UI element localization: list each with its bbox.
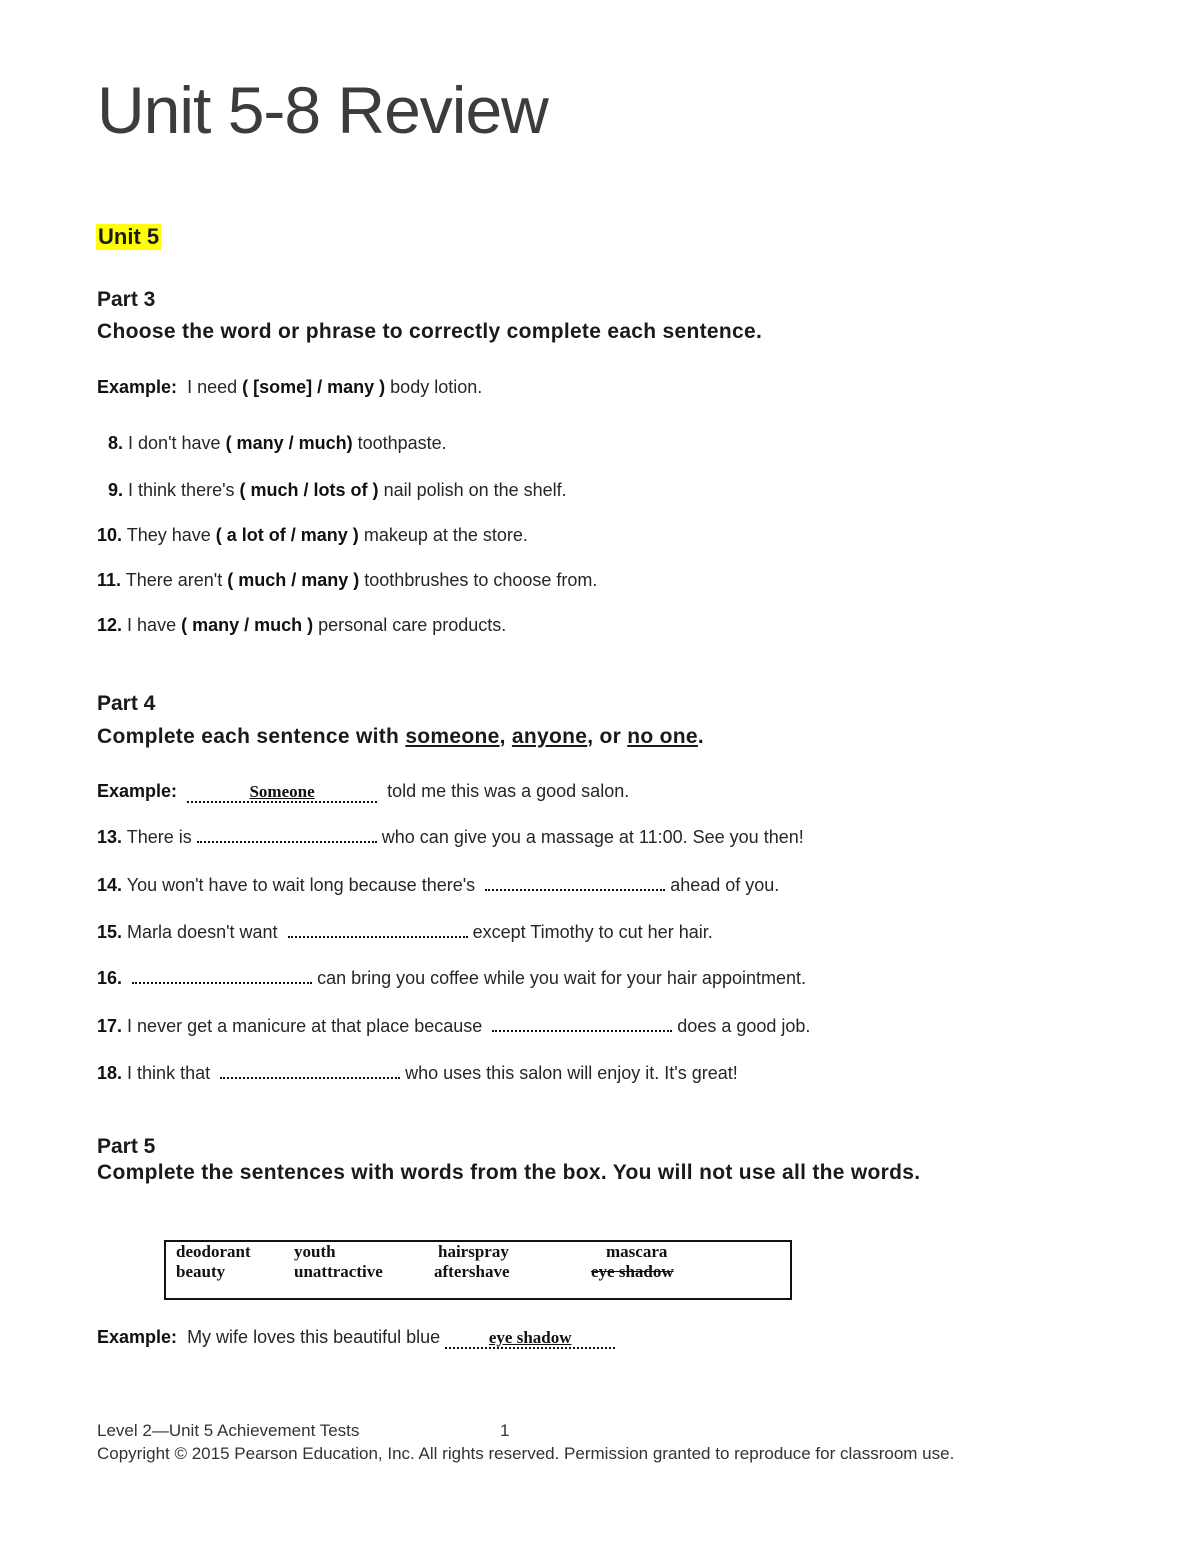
example-label: Example:	[97, 377, 178, 397]
question-12: 12. I have ( many / much ) personal care products.	[97, 615, 507, 635]
example-label: Example:	[97, 1327, 178, 1347]
choice: ( much / lots of )	[239, 480, 379, 500]
answer-blank[interactable]	[220, 1063, 400, 1079]
word-box	[164, 1240, 792, 1300]
question-17: 17. I never get a manicure at that place because does a good job.	[97, 1016, 811, 1036]
word-aftershave: aftershave	[434, 1262, 510, 1281]
answer-blank[interactable]	[132, 968, 312, 984]
part5-heading: Part 5	[97, 1135, 156, 1158]
word-beauty: beauty	[176, 1262, 226, 1281]
part5-example: Example: My wife loves this beautiful blue eye shadow	[97, 1327, 615, 1349]
answer-blank[interactable]	[197, 827, 377, 843]
answer-blank[interactable]	[492, 1016, 672, 1032]
option-someone: someone	[405, 725, 500, 748]
choice: ( many / much)	[225, 433, 353, 453]
question-18: 18. I think that who uses this salon will enjoy it. It's great!	[97, 1063, 738, 1083]
part4-example: Example: Someone told me this was a good salon.	[97, 781, 630, 801]
question-9: 9. I think there's ( much / lots of ) nail polish on the shelf.	[108, 480, 567, 500]
answer-blank[interactable]	[485, 875, 665, 891]
word-deodorant: deodorant	[176, 1242, 251, 1261]
page-number: 1	[500, 1421, 510, 1440]
question-13: 13. There is who can give you a massage at 11:00. See you then!	[97, 827, 804, 847]
part4-instruction: Complete each sentence with someone, anyone, or no one.	[97, 725, 705, 748]
question-16: 16. can bring you coffee while you wait for your hair appointment.	[97, 968, 807, 988]
part5-instruction: Complete the sentences with words from the box. You will not use all the words.	[97, 1161, 921, 1184]
example-pre: I need	[187, 377, 238, 397]
question-15: 15. Marla doesn't want except Timothy to cut her hair.	[97, 922, 713, 942]
page-title: Unit 5-8 Review	[97, 73, 548, 147]
word-mascara: mascara	[606, 1242, 668, 1261]
answer-blank: Someone	[187, 783, 377, 803]
choice: ( many / much )	[181, 615, 314, 635]
footer-copyright: Copyright © 2015 Pearson Education, Inc. All rights reserved. Permission granted to reproduce for classroom use.	[97, 1444, 955, 1463]
choice: ( a lot of / many )	[215, 525, 359, 545]
question-8: 8. I don't have ( many / much) toothpaste.	[108, 433, 447, 453]
example-label: Example:	[97, 781, 178, 801]
unit-label: Unit 5	[98, 224, 160, 249]
option-no-one: no one	[627, 725, 698, 748]
question-11: 11. There aren't ( much / many ) toothbrushes to choose from.	[97, 570, 598, 590]
part3-instruction: Choose the word or phrase to correctly complete each sentence.	[97, 320, 763, 343]
example-post: body lotion.	[390, 377, 483, 397]
word-eye-shadow: eye shadow	[591, 1262, 674, 1281]
answer-blank: eye shadow	[445, 1329, 615, 1349]
part3-example	[97, 377, 482, 398]
question-14: 14. You won't have to wait long because there's ahead of you.	[97, 875, 780, 895]
word-youth: youth	[294, 1242, 336, 1261]
part3-heading: Part 3	[97, 288, 156, 311]
answer-blank[interactable]	[288, 922, 468, 938]
option-anyone: anyone	[511, 725, 588, 748]
word-hairspray: hairspray	[438, 1242, 509, 1261]
question-10: 10. They have ( a lot of / many ) makeup at the store.	[97, 525, 528, 545]
footer-level: Level 2—Unit 5 Achievement Tests	[97, 1421, 360, 1440]
word-unattractive: unattractive	[294, 1262, 383, 1281]
part4-heading: Part 4	[97, 692, 156, 715]
choice: ( much / many )	[227, 570, 360, 590]
example-choice: ( [some] / many )	[242, 377, 386, 397]
